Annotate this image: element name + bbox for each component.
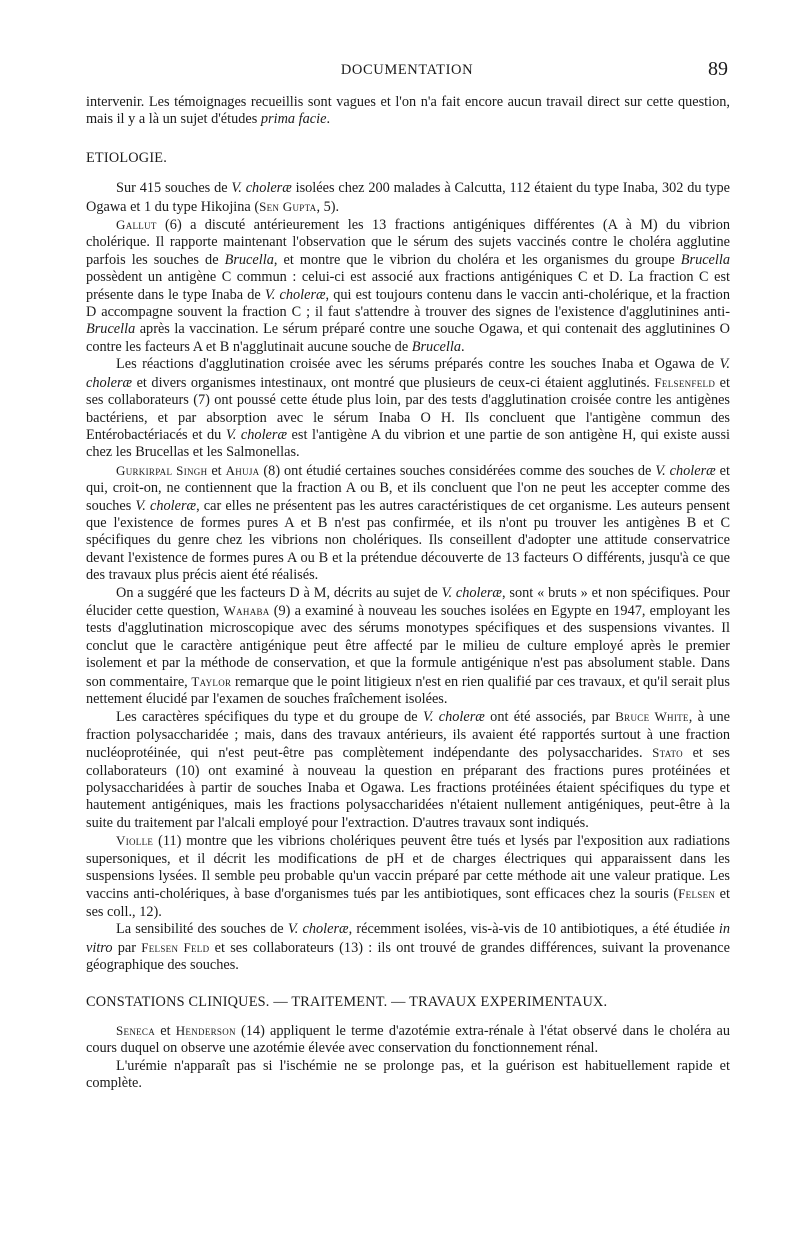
paragraph (86, 216, 730, 356)
text-run: et ses collaborateurs (7) ont poussé cette étude plus loin, par des tests d'agglutination croisée contre les antigènes bactériens, et par absorption avec le sérum Inaba O H. Ils concluent que l'antigène commun des Entérobactériacés et du (86, 374, 730, 443)
author-name: Sen Gupta (259, 198, 317, 214)
author-name: Taylor (191, 673, 232, 689)
text-run: et ses coll., 12). (86, 886, 730, 920)
text-run: La sensibilité des souches de (116, 921, 288, 938)
author-name: Seneca (116, 1022, 156, 1038)
text-run: Les caractères spécifiques du type et du groupe de (116, 709, 423, 726)
italic-text: prima facie (260, 111, 327, 128)
text-run: remarque que le point litigieux n'est en rien qualifié par ces travaux, et qu'il serait plus nettement élucidé par l'examen de souches fraîchement isolées. (86, 673, 730, 707)
text-run: (11) montre que les vibrions cholériques peuvent être tués et lysés par l'exposition aux radiations supersoniques, et il décrit les modifications de pH et de charges électriques qui apparaissent dans les suspensions lysées. Il semble peu probable qu'un vaccin préparé par cette méthode ait une valeur pratique. Les vaccins anti-cholériques, à base d'organismes tués par les antibiotiques, sont efficaces chez la souris ( (86, 833, 730, 903)
text-run: par (112, 939, 142, 956)
italic-text: V. choleræ (231, 180, 292, 197)
page-number: 89 (708, 58, 728, 80)
author-name: Henderson (175, 1022, 236, 1038)
text-run: (14) appliquent le terme d'azotémie extra-rénale à l'état observé dans le choléra au cours duquel on observe une azotémie élevée avec conservation du fonctionnement rénal. (86, 1022, 730, 1057)
text-run: ETIOLOGIE. (86, 149, 168, 166)
text-run: (6) a discuté antérieurement les 13 fractions antigéniques différentes (A à M) du vibrion cholérique. Il rapporte maintenant l'observation que le sérum des sujets vaccinés contre le choléra agglutine parfois les souches de (86, 217, 730, 268)
paragraph (86, 708, 730, 832)
paragraph (86, 585, 730, 709)
text-run: est l'antigène A du vibrion et une partie de son antigène H, qui existe aussi chez les Brucellas et les Salmonellas. (86, 426, 730, 461)
italic-text: Brucella (224, 251, 274, 268)
paragraph (86, 94, 730, 129)
author-name: Wahaba (223, 602, 270, 618)
text-run: et divers organismes intestinaux, ont montré que plusieurs de ceux-ci étaient agglutinés. (132, 374, 655, 391)
article-body (86, 94, 730, 1093)
text-run: , et montre que le vibrion du choléra et les organismes du groupe (273, 251, 681, 268)
author-name: Violle (116, 833, 154, 849)
text-run: intervenir. Les témoignages recueillis sont vagues et l'on n'a fait encore aucun travail direct sur cette question, mais il y a là un sujet d'études (86, 94, 730, 128)
text-run: CONSTATIONS CLINIQUES. — TRAITEMENT. — TRAVAUX EXPERIMENTAUX. (86, 993, 608, 1010)
italic-text: Brucella (411, 338, 461, 355)
text-run: (9) a examiné à nouveau les souches isolées en Egypte en 1947, employant les tests d'agglutination microscopique avec des sérums monotypes spécifiques et des suspensions vivantes. Il conclut que le caractère antigénique peut être affecté par le milieu de culture employé après le premier isolement et par la méthode de conservation, et que la formule antigénique n'est pas absolument stable. Dans son commentaire, (86, 602, 731, 690)
italic-text: Brucella (86, 321, 136, 338)
text-run: , récemment isolées, vis-à-vis de 10 antibiotiques, a été étudiée (348, 921, 719, 938)
italic-text: V. choleræ (655, 462, 716, 479)
italic-text: V. choleræ (86, 356, 730, 391)
text-run: Les réactions d'agglutination croisée avec les sérums préparés contre les souches Inaba et Ogawa de (116, 356, 720, 373)
author-name: Gurkirpal Singh (116, 462, 208, 478)
italic-text: V. choleræ (422, 709, 485, 726)
italic-text: V. choleræ (135, 497, 197, 514)
section-heading (86, 994, 730, 1011)
author-name: Bruce White (615, 709, 689, 725)
text-run: Sur 415 souches de (116, 180, 232, 197)
text-run: , 5). (316, 198, 340, 215)
paragraph (86, 832, 730, 921)
text-run: ont été associés, par (484, 709, 616, 726)
text-run: , car elles ne présentent pas les autres caractéristiques de cet organisme. Les auteurs pensent que l'existence de formes pures A et B n'est pas confirmée, et ils n'ont pu trouver les antigènes B et C spécifiques du genre chez les vibrions non cholériques. Ils conseillent d'adopter une attitude conservatrice devant l'existence de formes pures A ou B et la prétendue découverte de 13 facteurs O différents, jusqu'à ce que des travaux plus précis aient été réalisés. (86, 497, 730, 584)
author-name: Felsenfeld (654, 374, 716, 390)
text-run: et ses collaborateurs (13) : ils ont trouvé de grandes différences, suivant la provenance géographique des souches. (86, 939, 730, 974)
text-run: On a suggéré que les facteurs D à M, décrits au sujet de (116, 584, 442, 601)
italic-text: V. choleræ (225, 426, 287, 443)
text-run: . (460, 338, 465, 355)
text-run: , sont « bruts » et non spécifiques. Pour élucider cette question, (86, 584, 730, 619)
running-title: DOCUMENTATION (340, 62, 474, 78)
text-run: et (207, 462, 226, 479)
running-header (86, 58, 728, 82)
paragraph (86, 1022, 730, 1058)
paragraph (86, 180, 730, 216)
text-run: (8) ont étudié certaines souches considérées comme des souches de (259, 462, 656, 479)
text-run: isolées chez 200 malades à Calcutta, 112 étaient du type Inaba, 302 du type Ogawa et 1 du type Hikojina ( (86, 180, 730, 215)
text-run: après la vaccination. Le sérum préparé contre une souche Ogawa, et qui contenait des agglutinines O contre les facteurs A et B n'agglutinait aucune souche de (86, 321, 730, 355)
italic-text: V. choleræ (441, 584, 502, 601)
author-name: Felsen Feld (141, 939, 210, 955)
author-name: Felsen (678, 886, 716, 902)
paragraph (86, 356, 730, 461)
paragraph (86, 462, 730, 585)
paragraph (86, 921, 730, 974)
paragraph (86, 1058, 730, 1093)
text-run: et ses collaborateurs (10) ont examiné à nouveau la question en préparant des fractions pures protéinées et polysaccharidées à partir de souches Inaba et Ogawa. Les fractions protéinées étaient spécifiques du type et hautement antigéniques, mais les fractions polysaccharidées n'étaient nullement antigéniques, peut-être à la suite du traitement par l'alcali employé pour l'extraction. D'autres travaux sont indiqués. (86, 745, 730, 831)
italic-text: Brucella (680, 251, 730, 268)
text-run: possèdent un antigène C commun : celui-ci est associé aux fractions antigéniques C et D. La fraction C est présente dans le type Inaba de (86, 269, 730, 303)
text-run: et (155, 1022, 176, 1039)
text-run: et qui, croit-on, ne contiennent que la fraction A ou B, et ils concluent que l'on ne peut les accepter comme des souches (86, 462, 730, 514)
text-run: L'urémie n'apparaît pas si l'ischémie ne se prolonge pas, et la guérison est habituellement rapide et complète. (86, 1057, 730, 1092)
author-name: Gallut (116, 217, 157, 233)
italic-text: V. choleræ (264, 286, 326, 303)
italic-text: V. choleræ (287, 921, 349, 938)
text-run: , qui est toujours contenu dans le vaccin anti-cholérique, et la fraction D accompagne souvent la fraction C ; il faut s'attendre à trouver des signes de l'existence d'agglutinines anti- (86, 286, 730, 321)
text-run: . (326, 111, 331, 128)
author-name: Ahuja (225, 462, 260, 478)
author-name: Stato (652, 745, 683, 761)
italic-text: in vitro (86, 921, 730, 956)
section-heading (86, 150, 730, 167)
text-run: , à une fraction polysaccharidée ; mais, dans des travaux antérieurs, ils avaient été rapportés surtout à une fraction nucléoprotéinée, qui n'est peut-être pas complètement indépendante des polysaccharides. (86, 709, 730, 762)
